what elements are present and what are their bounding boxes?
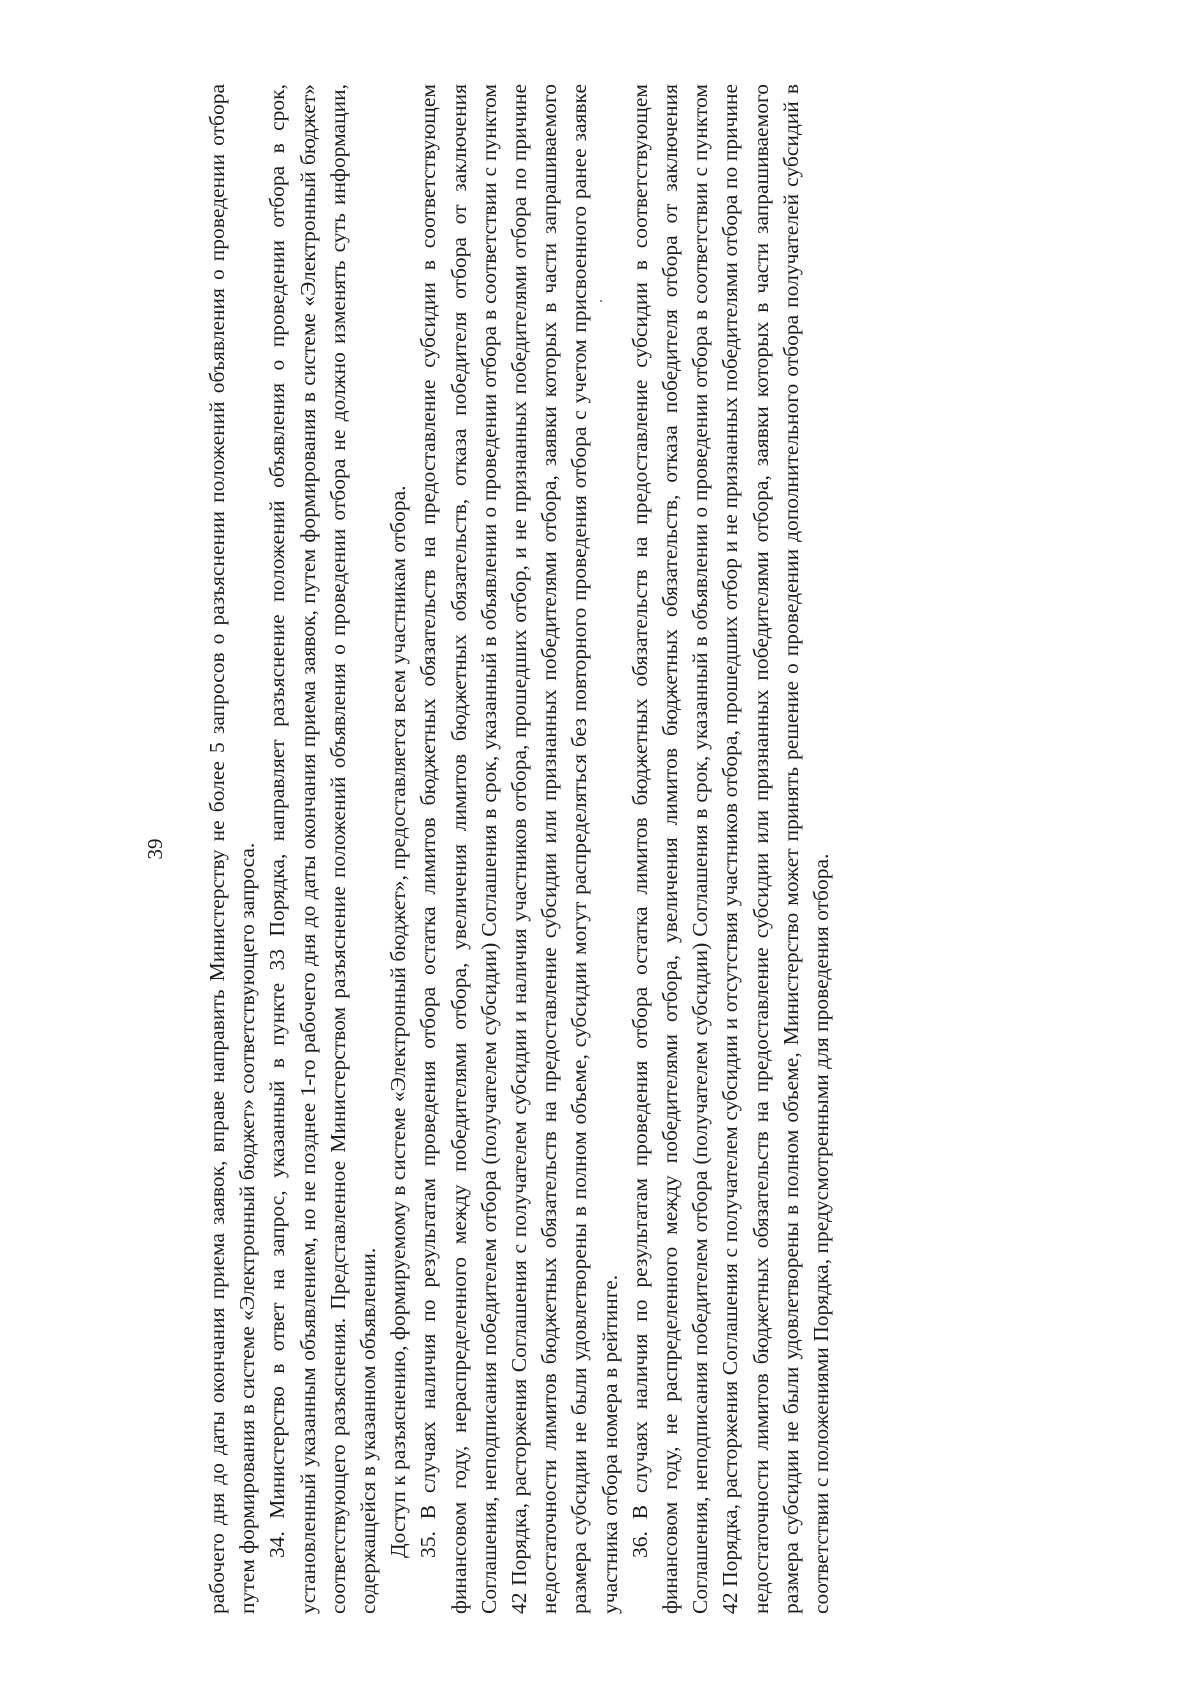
body-text <box>202 84 836 1614</box>
paragraph-access-note: Доступ к разъяснению, формируемому в системе «Электронный бюджет», предоставляется всем участникам отбора. <box>386 485 411 1558</box>
paragraph-item-35: 35. В случаях наличия по результатам проведения отбора остатка лимитов бюджетных обязательств на предоставление субсидии в соответствующем финансовом году, нераспределенного между победителями отбора, увеличения лимитов бюджетных обязательств, отказа победителя отбора от заключения Соглашения, неподписания победителем отбора (получателем субсидии) Соглашения в срок, указанный в объявлении о проведении отбора в соответствии с пунктом 42 Порядка, расторжения Соглашения с получателем субсидии и наличия участников отбора, прошедших отбор, и не признанных победителями отбора по причине недостаточности лимитов бюджетных обязательств на предоставление субсидии или признанных победителями отбора, заявки которых в части запрашиваемого размера субсидии не были удовлетворены в полном объеме, субсидии могут распределяться без повторного проведения отбора с учетом присвоенного ранее заявке участника отбора номера в рейтинге. <box>416 84 622 1614</box>
rotated-text-block <box>140 84 1060 1614</box>
paragraph-continuation: рабочего дня до даты окончания приема заявок, вправе направить Министерству не более 5 запросов о разъяснении положений объявления о проведении отбора путем формирования в системе «Электронный бюджет» соответствующего запроса. <box>205 84 260 1614</box>
paragraph-item-34: 34. Министерство в ответ на запрос, указанный в пункте 33 Порядка, направляет разъяснение положений объявления о проведении отбора в срок, установленный указанным объявлением, но не позднее 1-го рабочего дня до даты окончания приема заявок, путем формирования в системе «Электронный бюджет» соответствующего разъяснения. Представленное Министерством разъяснение положений объявления о проведении отбора не должно изменять суть информации, содержащейся в указанном объявлении. <box>265 84 381 1614</box>
page-number: 39 <box>143 838 167 860</box>
paragraph-item-36: 36. В случаях наличия по результатам проведения отбора остатка лимитов бюджетных обязательств на предоставление субсидии в соответствующем финансовом году, не распределенного между победителями отбора, увеличения лимитов бюджетных обязательств, отказа победителя отбора от заключения Соглашения, неподписания победителем отбора (получателем субсидии) Соглашения в срок, указанный в объявлении о проведении отбора в соответствии с пунктом 42 Порядка, расторжения Соглашения с получателем субсидии и отсутствия участников отбора, прошедших отбор и не признанных победителями отбора по причине недостаточности лимитов бюджетных обязательств на предоставление субсидии или признанных победителями отбора, заявки которых в части запрашиваемого размера субсидии не были удовлетворены в полном объеме, Министерство может принять решение о проведении дополнительного отбора получателей субсидий в соответствии с положениями Порядка, предусмотренными для проведения отбора. <box>627 84 834 1614</box>
